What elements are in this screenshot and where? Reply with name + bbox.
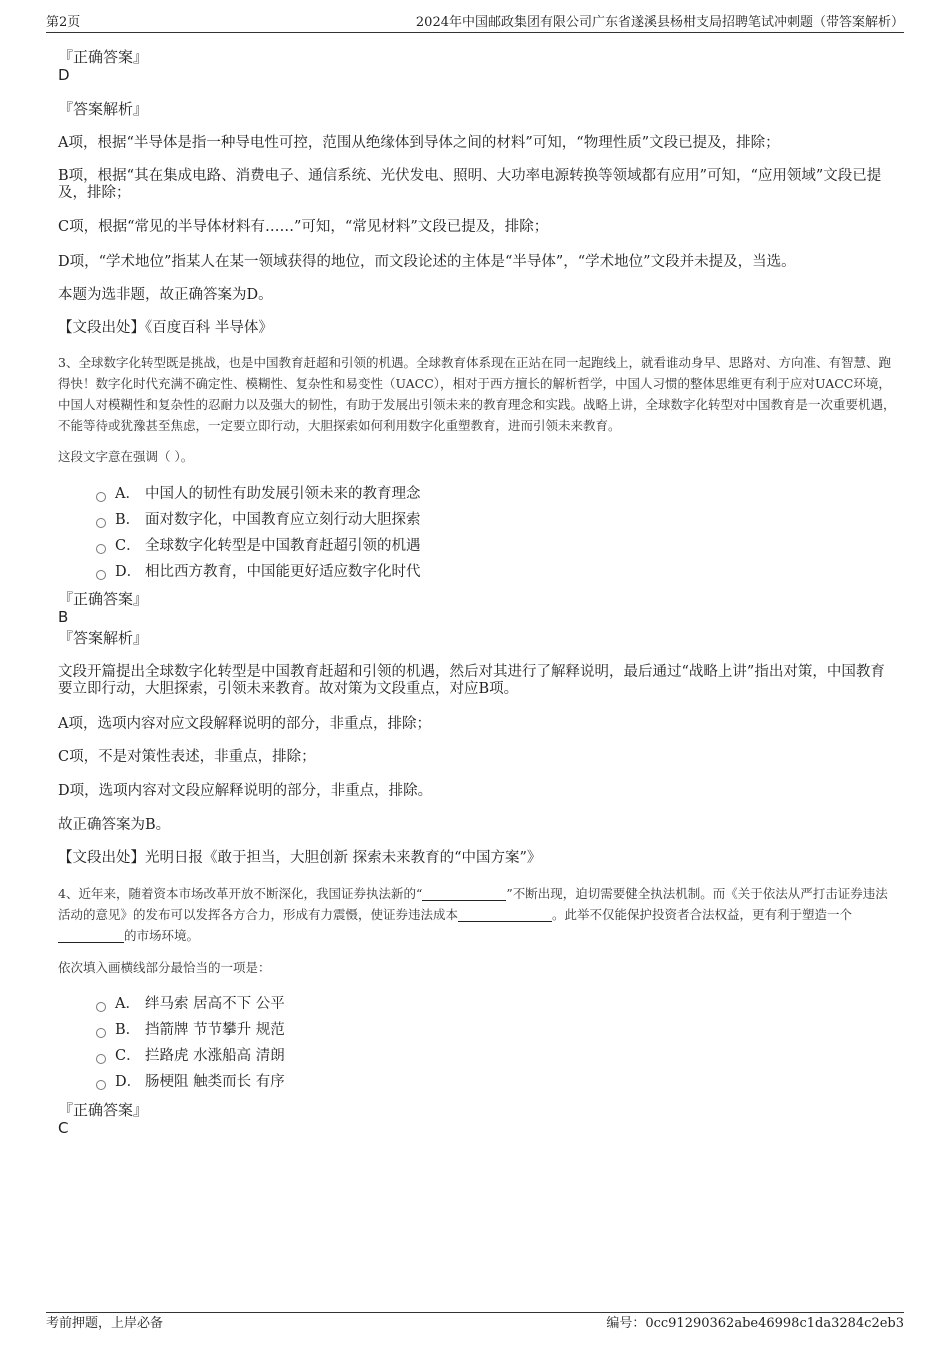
q4-stem — [58, 883, 896, 946]
q4-option-b[interactable] — [96, 1021, 285, 1039]
q3-option-a[interactable] — [96, 485, 421, 503]
q4-option-d[interactable] — [96, 1073, 285, 1091]
option-label: D． — [115, 564, 142, 580]
fill-blank-3 — [58, 928, 124, 943]
radio-icon[interactable] — [96, 518, 106, 528]
q4-stem-part-2: ”不断出现，迫切需要健全执法机制。而《关于依法从严打击证券违法活动的意见》的发布可以发挥各方合力，形成有力震慑，使证券违法成本 — [58, 886, 888, 922]
option-label: C． — [115, 538, 141, 554]
q2-source: 【文段出处】《百度百科 半导体》 — [58, 320, 273, 336]
radio-icon[interactable] — [96, 1028, 106, 1038]
q3-analysis-c: C项，不是对策性表述，非重点，排除； — [58, 749, 316, 765]
q3-option-b[interactable] — [96, 511, 421, 529]
q4-answer: C — [58, 1119, 69, 1137]
q3-analysis-a: A项，选项内容对应文段解释说明的部分，非重点，排除； — [58, 716, 431, 732]
option-label: B． — [115, 1022, 141, 1038]
fill-blank-1 — [422, 886, 506, 901]
q2-analysis-b: B项，根据“其在集成电路、消费电子、通信系统、光伏发电、照明、大功率电源转换等领域都有应用”可知，“应用领域”文段已提及，排除； — [58, 168, 882, 201]
document-id: 编号：0cc91290362abe46998c1da3284c2eb3 — [606, 1316, 904, 1331]
option-text: 拦路虎 水涨船高 清朗 — [145, 1048, 285, 1064]
page-number: 第2页 — [46, 15, 81, 30]
q4-stem-part-1: 4、近年来，随着资本市场改革开放不断深化，我国证券执法新的“ — [58, 886, 423, 901]
q4-option-a[interactable] — [96, 995, 285, 1013]
q3-analysis-d: D项，选项内容对文段应解释说明的部分，非重点，排除。 — [58, 783, 433, 799]
option-label: A． — [115, 996, 140, 1012]
q3-answer: B — [58, 608, 69, 626]
radio-icon[interactable] — [96, 1002, 106, 1012]
q2-answer-label: 『正确答案』 — [58, 48, 149, 66]
q2-answer: D — [58, 66, 70, 84]
q4-option-c[interactable] — [96, 1047, 285, 1065]
radio-icon[interactable] — [96, 570, 106, 580]
radio-icon[interactable] — [96, 492, 106, 502]
radio-icon[interactable] — [96, 1080, 106, 1090]
q2-analysis-d: D项，“学术地位”指某人在某一领域获得的地位，而文段论述的主体是“半导体”，“学术地位”文段并未提及，当选。 — [58, 254, 796, 270]
radio-icon[interactable] — [96, 544, 106, 554]
fill-blank-2 — [458, 907, 552, 922]
option-label: C． — [115, 1048, 141, 1064]
option-text: 面对数字化，中国教育应立刻行动大胆探索 — [145, 512, 421, 528]
q3-option-d[interactable] — [96, 563, 421, 581]
q2-conclusion: 本题为选非题，故正确答案为D。 — [58, 287, 273, 303]
q4-stem-part-3: 。此举不仅能保护投资者合法权益，更有利于塑造一个 — [552, 907, 853, 922]
option-label: A． — [115, 486, 140, 502]
q3-source: 【文段出处】光明日报《敢于担当，大胆创新 探索未来教育的“中国方案”》 — [58, 850, 542, 866]
q3-analysis-label: 『答案解析』 — [58, 629, 149, 647]
q2-analysis-a: A项，根据“半导体是指一种导电性可控，范围从绝缘体到导体之间的材料”可知，“物理性质”文段已提及，排除； — [58, 135, 780, 151]
page-header — [46, 14, 904, 33]
option-text: 全球数字化转型是中国教育赶超引领的机遇 — [145, 538, 421, 554]
q3-answer-label: 『正确答案』 — [58, 590, 149, 608]
q4-ask: 依次填入画横线部分最恰当的一项是： — [58, 960, 271, 975]
option-text: 相比西方教育，中国能更好适应数字化时代 — [145, 564, 421, 580]
radio-icon[interactable] — [96, 1054, 106, 1064]
option-label: B． — [115, 512, 141, 528]
q3-ask: 这段文字意在强调（ ）。 — [58, 449, 194, 464]
q3-stem: 3、全球数字化转型既是挑战，也是中国教育赶超和引领的机遇。全球教育体系现在正站在同一起跑线上，就看谁动身早、思路对、方向准、有智慧、跑得快！数字化时代充满不确定性、模糊性、复杂性和易变性（UACC），相对于西方擅长的解析哲学，中国人习惯的整体思维更有利于应对UACC环境，中国人对模糊性和复杂性的忍耐力以及强大的韧性，有助于发展出引领未来的教育理念和实践。战略上讲，全球数字化转型对中国教育是一次重要机遇，不能等待或犹豫甚至焦虑，一定要立即行动，大胆探索如何利用数字化重塑教育，进而引领未来教育。 — [58, 355, 896, 433]
q4-stem-part-4: 的市场环境。 — [124, 928, 200, 943]
option-label: D． — [115, 1074, 142, 1090]
q2-analysis-c: C项，根据“常见的半导体材料有……”可知，“常见材料”文段已提及，排除； — [58, 219, 549, 235]
q3-conclusion: 故正确答案为B。 — [58, 817, 171, 833]
option-text: 肠梗阻 触类而长 有序 — [145, 1074, 285, 1090]
option-text: 中国人的韧性有助发展引领未来的教育理念 — [145, 486, 421, 502]
q3-option-c[interactable] — [96, 537, 421, 555]
footer-slogan: 考前押题，上岸必备 — [46, 1316, 164, 1331]
document-title: 2024年中国邮政集团有限公司广东省遂溪县杨柑支局招聘笔试冲刺题（带答案解析） — [415, 15, 904, 30]
q3-analysis-main: 文段开篇提出全球数字化转型是中国教育赶超和引领的机遇，然后对其进行了解释说明，最后通过“战略上讲”指出对策，中国教育要立即行动，大胆探索，引领未来教育。故对策为文段重点，对应B项。 — [58, 664, 885, 697]
option-text: 绊马索 居高不下 公平 — [145, 996, 285, 1012]
q4-answer-label: 『正确答案』 — [58, 1101, 149, 1119]
q2-analysis-label: 『答案解析』 — [58, 100, 149, 118]
option-text: 挡箭牌 节节攀升 规范 — [145, 1022, 285, 1038]
page-footer — [46, 1312, 904, 1333]
